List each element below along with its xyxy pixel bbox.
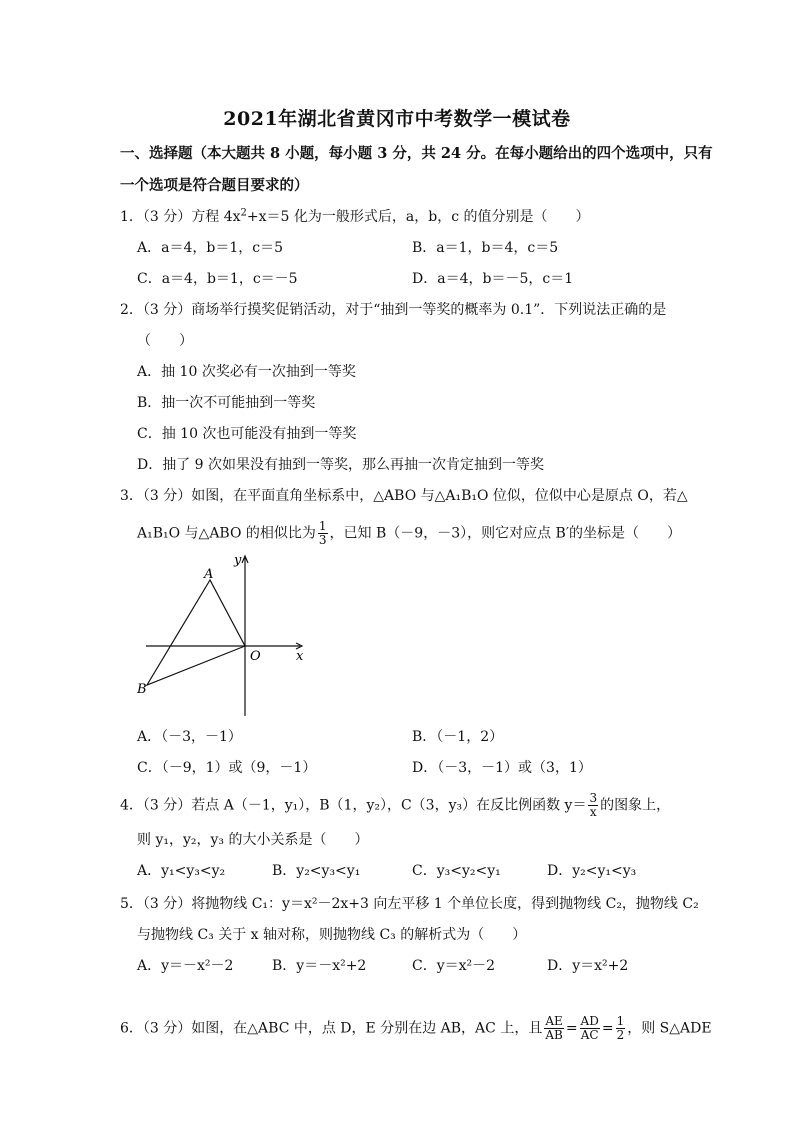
q6-line1-b: ，则 S△ADE [627, 1020, 712, 1037]
q1-option-b[interactable]: B．a＝1，b＝4，c＝5 [412, 240, 559, 256]
q3-line2-a: A₁B₁O 与△ABO 的相似比为 [137, 525, 316, 542]
q5-option-c[interactable]: C．y＝x²－2 [412, 958, 496, 974]
q6-eq1: = [565, 1020, 578, 1037]
q6-line1-a: 6．（3 分）如图，在△ABC 中，点 D，E 分别在边 AB，AC 上，且 [120, 1020, 543, 1037]
q2-option-a[interactable]: A．抽 10 次奖必有一次抽到一等奖 [137, 364, 356, 380]
q6-f1-den: AB [545, 1028, 563, 1042]
section-heading-line2: 一个选项是符合题目要求的） [120, 177, 309, 194]
q4-frac-den: x [589, 805, 597, 819]
q3-coordinate-figure [130, 548, 320, 723]
q3-frac-den: 3 [318, 533, 327, 547]
q6-eq2: = [601, 1020, 614, 1037]
section-heading-line1: 一、选择题（本大题共 8 小题，每小题 3 分，共 24 分。在每小题给出的四个选项中，只有 [120, 145, 713, 162]
q6-f2-num: AD [580, 1014, 599, 1028]
q1-option-d[interactable]: D．a＝4，b＝－5，c＝1 [412, 271, 574, 287]
label-x: x [296, 649, 304, 664]
q2-option-c[interactable]: C．抽 10 次也可能没有抽到一等奖 [137, 426, 357, 442]
q6-f3-num: 1 [616, 1014, 625, 1028]
q4-line1 [120, 792, 670, 819]
q4-line2: 则 y₁，y₂，y₃ 的大小关系是（ ） [137, 832, 369, 848]
q4-fraction [588, 792, 598, 819]
q2-stem: 2．（3 分）商场举行摸奖促销活动，对于“抽到一等奖的概率为 0.1”．下列说法正确的是 [120, 302, 667, 318]
q3-option-c[interactable]: C．（－9，1）或（9，－1） [137, 760, 317, 776]
q1-stem [120, 207, 590, 227]
q3-option-b[interactable]: B．（－1，2） [412, 729, 504, 745]
q3-fraction [318, 520, 328, 547]
q3-frac-num: 1 [318, 519, 327, 533]
label-origin: O [250, 649, 261, 664]
q5-line2: 与抛物线 C₃ 关于 x 轴对称，则抛物线 C₃ 的解析式为（ ） [137, 927, 527, 943]
q2-option-b[interactable]: B．抽一次不可能抽到一等奖 [137, 395, 316, 411]
q1-option-c[interactable]: C．a＝4，b＝1，c＝－5 [137, 271, 298, 287]
q6-f1-num: AE [545, 1014, 563, 1028]
q1-stem-b: +x＝5 化为一般形式后，a，b，c 的值分别是（ ） [246, 209, 590, 225]
q4-line1-b: 的图象上， [600, 797, 671, 814]
q3-line2 [137, 520, 681, 547]
q5-option-d[interactable]: D．y＝x²+2 [547, 958, 629, 974]
q3-line1: 3．（3 分）如图，在平面直角坐标系中，△ABO 与△A₁B₁O 位似，位似中心是原点 O，若△ [120, 488, 688, 504]
q6-f2-den: AC [580, 1028, 599, 1042]
q5-option-a[interactable]: A．y＝－x²－2 [137, 958, 234, 974]
q6-line1 [120, 1015, 712, 1042]
page-title: 2021年湖北省黄冈市中考数学一模试卷 [223, 108, 571, 130]
q2-option-d[interactable]: D．抽了 9 次如果没有抽到一等奖，那么再抽一次肯定抽到一等奖 [137, 457, 545, 473]
q3-line2-b: ，已知 B（－9，－3），则它对应点 B′的坐标是（ ） [329, 525, 682, 542]
q5-line1: 5．（3 分）将抛物线 C₁：y＝x²－2x+3 向左平移 1 个单位长度，得到抛物线 C₂，抛物线 C₂ [120, 896, 699, 912]
q1-stem-a: 1．（3 分）方程 4x [120, 209, 241, 225]
q4-option-a[interactable]: A．y₁<y₃<y₂ [137, 863, 226, 879]
triangle-abo [147, 580, 245, 685]
q2-paren: （ ） [137, 333, 193, 349]
q6-f3-den: 2 [616, 1028, 625, 1042]
q4-option-d[interactable]: D．y₂<y₁<y₃ [547, 863, 637, 879]
q1-stem-sup: 2 [240, 207, 247, 219]
q3-option-a[interactable]: A．（－3，－1） [137, 729, 242, 745]
q6-fraction-1 [544, 1015, 563, 1042]
q4-line1-a: 4．（3 分）若点 A（－1，y₁），B（1，y₂），C（3，y₃）在反比例函数 y＝ [120, 797, 587, 814]
q5-option-b[interactable]: B．y＝－x²+2 [272, 958, 367, 974]
q4-option-b[interactable]: B．y₂<y₃<y₁ [272, 863, 361, 879]
q1-option-a[interactable]: A．a＝4，b＝1，c＝5 [137, 240, 283, 256]
label-y: y [234, 553, 242, 568]
q6-fraction-3 [616, 1015, 626, 1042]
q4-frac-num: 3 [589, 791, 598, 805]
label-point-b: B [137, 682, 147, 697]
q6-fraction-2 [580, 1015, 600, 1042]
q3-option-d[interactable]: D．（－3，－1）或（3，1） [412, 760, 592, 776]
q4-option-c[interactable]: C．y₃<y₂<y₁ [412, 863, 501, 879]
label-point-a: A [204, 567, 214, 582]
